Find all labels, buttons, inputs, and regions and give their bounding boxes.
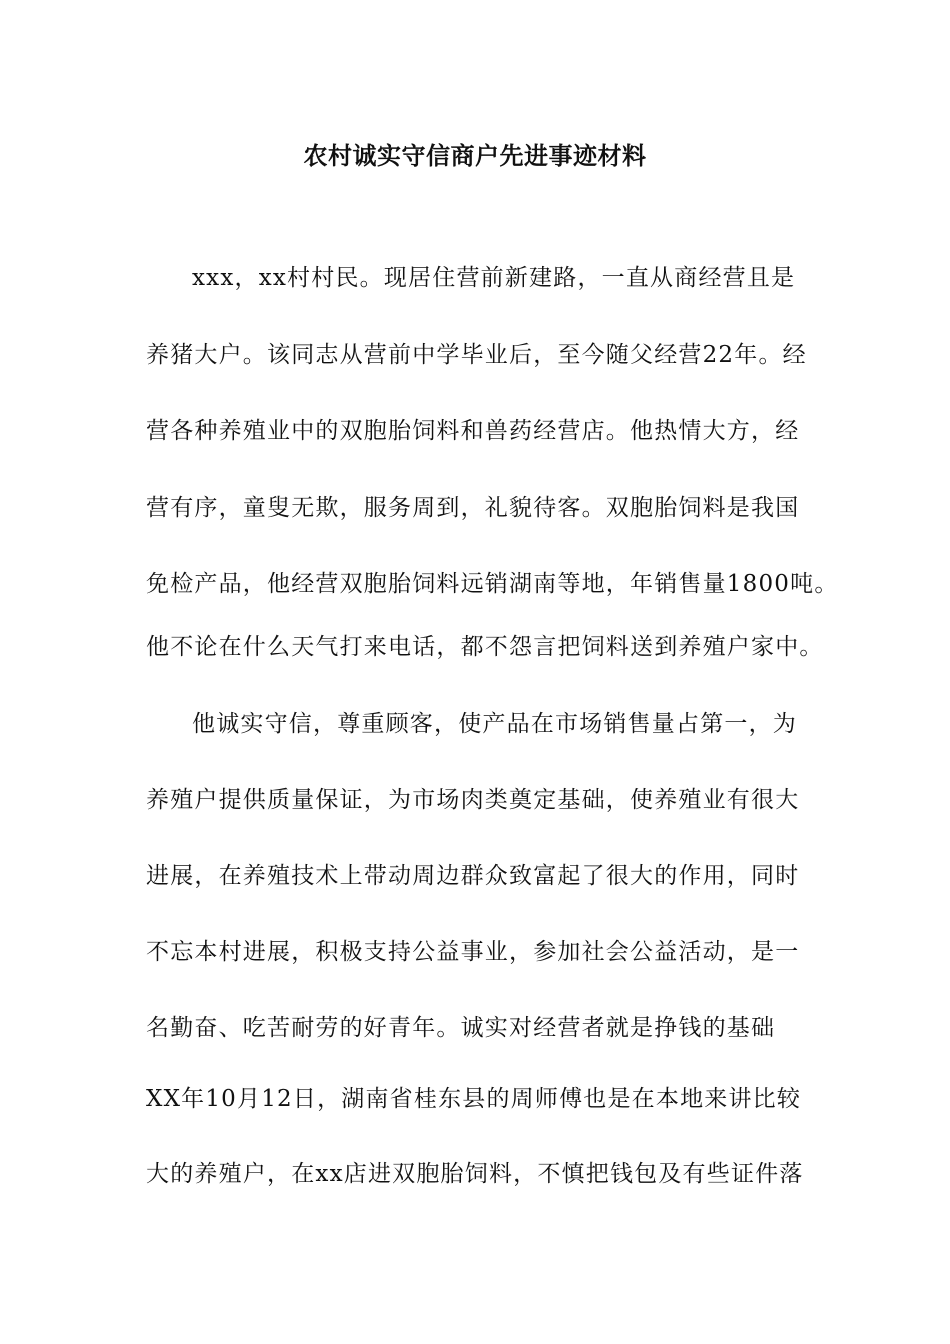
document-title: 农村诚实守信商户先进事迹材料 bbox=[303, 141, 647, 170]
paragraph-1-line-1: xxx，xx村村民。现居住营前新建路，一直从商经营且是 bbox=[192, 265, 796, 291]
paragraph-1-line-4: 营有序，童叟无欺，服务周到，礼貌待客。双胞胎饲料是我国 bbox=[146, 495, 800, 521]
paragraph-2-line-3: 进展，在养殖技术上带动周边群众致富起了很大的作用，同时 bbox=[146, 863, 800, 889]
paragraph-1-line-6: 他不论在什么天气打来电话，都不怨言把饲料送到养殖户家中。 bbox=[146, 634, 824, 660]
paragraph-2-line-6: XX年10月12日，湖南省桂东县的周师傅也是在本地来讲比较 bbox=[146, 1086, 802, 1112]
paragraph-2-line-2: 养殖户提供质量保证，为市场肉类奠定基础，使养殖业有很大 bbox=[146, 787, 800, 813]
paragraph-1-line-5: 免检产品，他经营双胞胎饲料远销湖南等地，年销售量1800吨。 bbox=[146, 571, 839, 597]
paragraph-1-line-3: 营各种养殖业中的双胞胎饲料和兽药经营店。他热情大方，经 bbox=[146, 418, 800, 444]
paragraph-2-line-7: 大的养殖户，在xx店进双胞胎饲料，不慎把钱包及有些证件落 bbox=[146, 1161, 804, 1187]
paragraph-2-line-4: 不忘本村进展，积极支持公益事业，参加社会公益活动，是一 bbox=[146, 939, 800, 965]
paragraph-2-line-5: 名勤奋、吃苦耐劳的好青年。诚实对经营者就是挣钱的基础 bbox=[146, 1015, 776, 1041]
paragraph-1-line-2: 养猪大户。该同志从营前中学毕业后，至今随父经营22年。经 bbox=[146, 342, 807, 368]
paragraph-2-line-1: 他诚实守信，尊重顾客，使产品在市场销售量占第一，为 bbox=[192, 711, 797, 737]
